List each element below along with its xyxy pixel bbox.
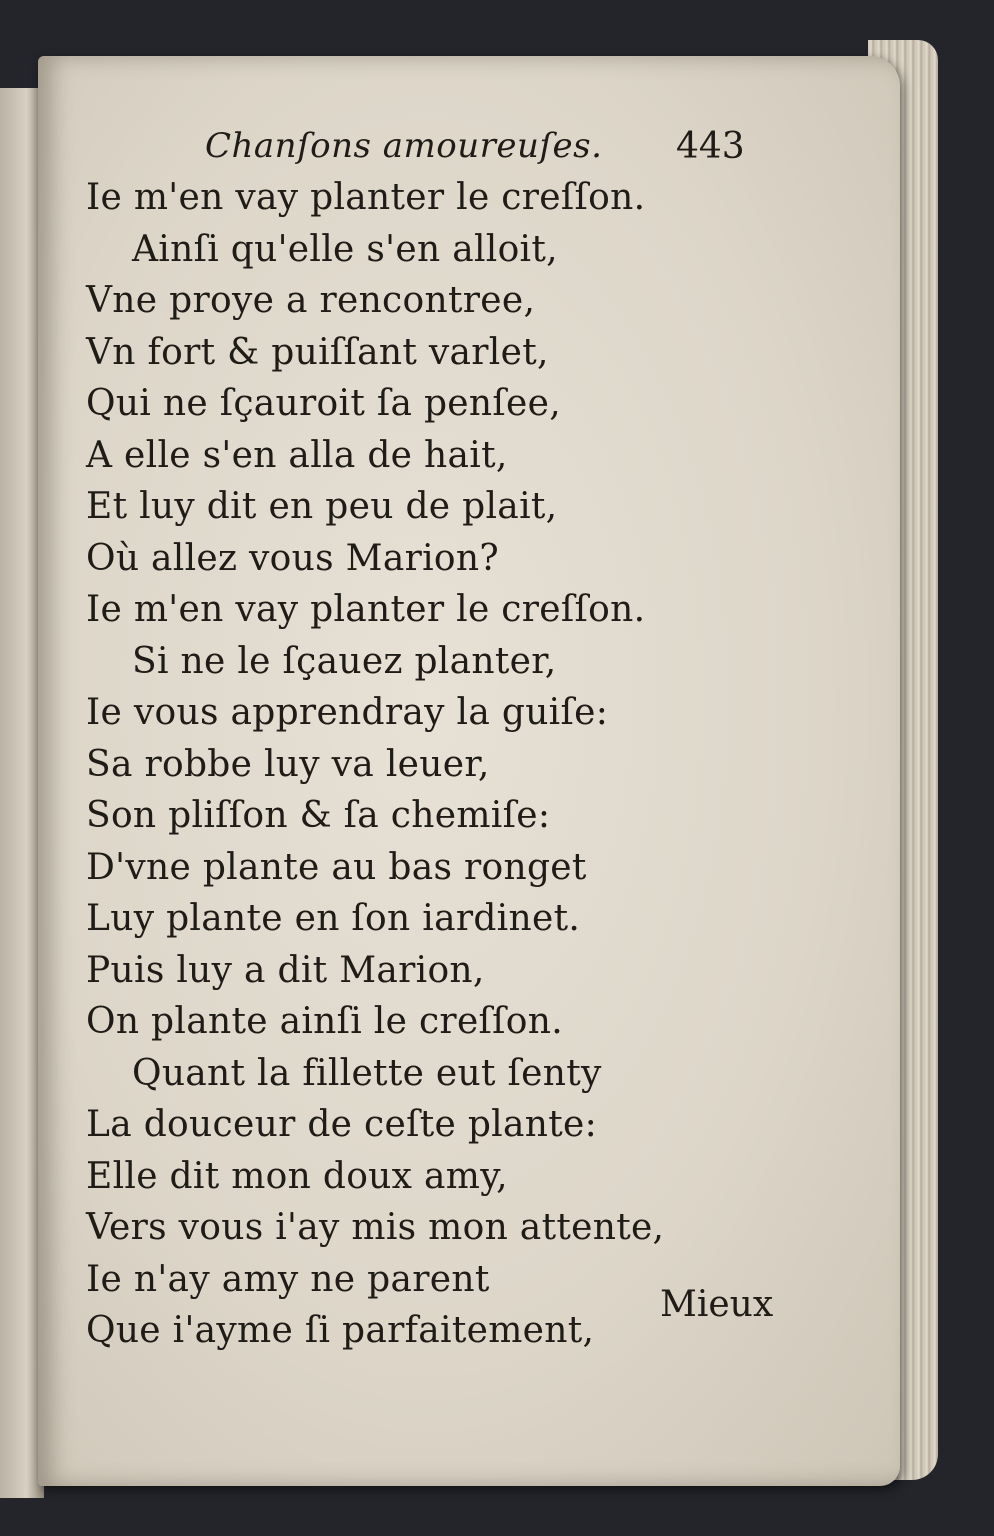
page-number: 443 bbox=[676, 126, 745, 167]
catchword: Mieux bbox=[660, 1284, 774, 1325]
verse-line: Ie m'en vay planter le creſſon. bbox=[86, 589, 646, 630]
verse-block bbox=[86, 172, 664, 1357]
verse-line: D'vne plante au bas ronget bbox=[86, 846, 587, 888]
verse-line: Vn fort & puiſſant varlet, bbox=[86, 331, 549, 373]
verse-line: Ie n'ay amy ne parent bbox=[86, 1258, 490, 1300]
verse-line: Quant la fillette eut ſenty bbox=[132, 1052, 602, 1094]
verse-line: Où allez vous Marion? bbox=[86, 537, 499, 579]
verse-line: Puis luy a dit Marion, bbox=[86, 949, 485, 991]
verse-line: Qui ne ſçauroit ſa penſee, bbox=[86, 383, 561, 424]
verse-line: Ainſi qu'elle s'en alloit, bbox=[132, 228, 558, 270]
verse-line: On plante ainſi le creſſon. bbox=[86, 1001, 563, 1042]
verse-line: A elle s'en alla de hait, bbox=[86, 434, 508, 476]
running-head: Chanſons amoureuſes. bbox=[205, 126, 603, 166]
verse-line: Vne proye a rencontree, bbox=[86, 280, 536, 321]
verse-line: La douceur de ceſte plante: bbox=[86, 1104, 598, 1145]
verse-line: Son pliſſon & ſa chemiſe: bbox=[86, 795, 551, 836]
verse-line: Vers vous i'ay mis mon attente, bbox=[86, 1207, 665, 1248]
verse-line: Que i'ayme ſi parfaitement, bbox=[86, 1310, 595, 1351]
verse-line: Elle dit mon doux amy, bbox=[86, 1155, 508, 1197]
verse-line: Ie m'en vay planter le creſſon. bbox=[86, 177, 646, 218]
verse-line: Luy plante en ſon iardinet. bbox=[86, 898, 581, 939]
verse-line: Ie vous apprendray la guiſe: bbox=[86, 692, 609, 733]
verse-line: Si ne le ſçauez planter, bbox=[132, 640, 557, 682]
verse-line: Sa robbe luy va leuer, bbox=[86, 743, 490, 785]
verse-line: Et luy dit en peu de plait, bbox=[86, 486, 558, 527]
